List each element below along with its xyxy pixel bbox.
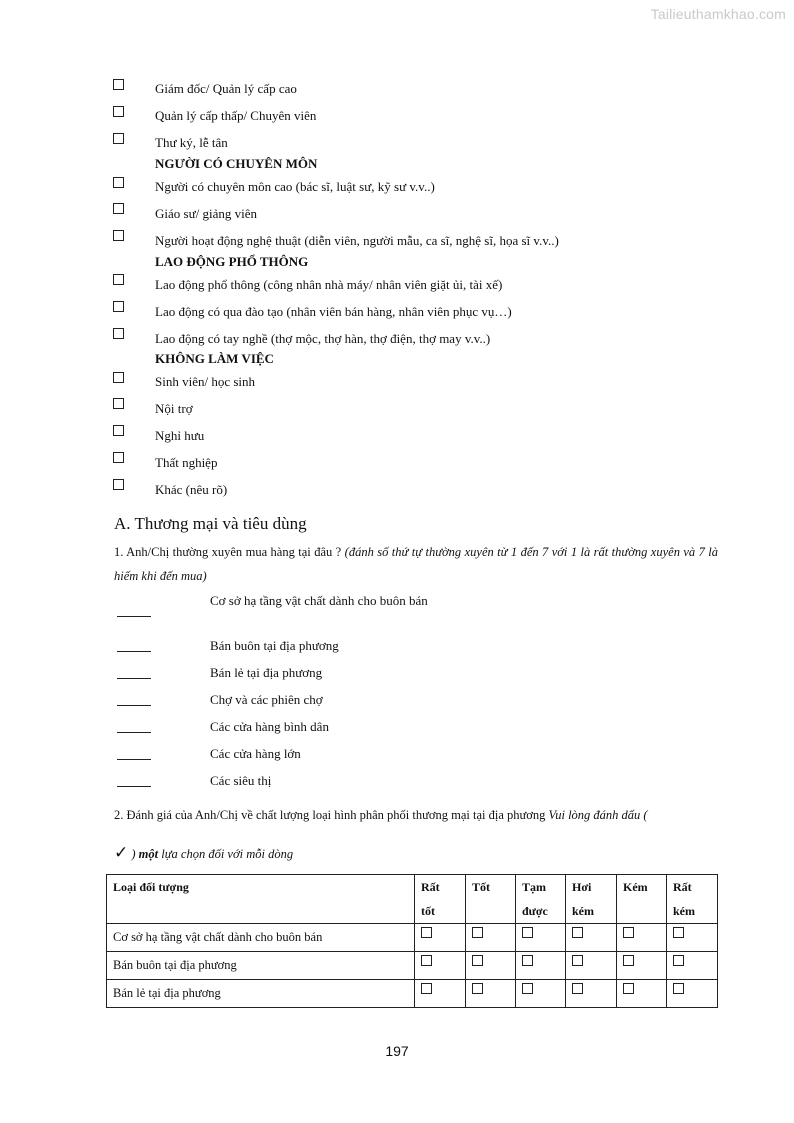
group-heading: LAO ĐỘNG PHỔ THÔNG — [155, 254, 309, 269]
column-header: Kém — [617, 875, 667, 924]
option-label: Giáo sư/ giảng viên — [155, 206, 258, 221]
option-checkbox[interactable] — [113, 301, 124, 312]
rating-checkbox[interactable] — [623, 927, 634, 938]
option-label: Giám đốc/ Quản lý cấp cao — [155, 81, 297, 96]
rank-blank[interactable] — [117, 616, 151, 617]
instruction-bold: một — [138, 847, 159, 861]
column-header: Hơi kém — [566, 875, 617, 924]
rating-checkbox[interactable] — [673, 983, 684, 994]
column-header: Rất tốt — [415, 875, 466, 924]
table-row — [107, 980, 718, 1008]
rating-checkbox[interactable] — [421, 927, 432, 938]
column-header: Rất kém — [667, 875, 718, 924]
rank-blank[interactable] — [117, 678, 151, 679]
option-label: Nghỉ hưu — [155, 428, 205, 443]
column-header: Tạm được — [516, 875, 566, 924]
rating-checkbox[interactable] — [472, 955, 483, 966]
check-mark-icon: ✓ — [114, 843, 129, 863]
question-1 — [114, 540, 718, 588]
table-row — [107, 952, 718, 980]
rating-checkbox[interactable] — [472, 983, 483, 994]
rating-checkbox[interactable] — [572, 983, 583, 994]
rating-checkbox[interactable] — [522, 927, 533, 938]
option-checkbox[interactable] — [113, 79, 124, 90]
rating-checkbox[interactable] — [673, 927, 684, 938]
rating-checkbox[interactable] — [623, 955, 634, 966]
option-label: Người hoạt động nghệ thuật (diễn viên, người mẫu, ca sĩ, nghệ sĩ, họa sĩ v.v..) — [155, 233, 559, 248]
question-2 — [114, 802, 718, 828]
option-checkbox[interactable] — [113, 203, 124, 214]
rating-checkbox[interactable] — [522, 983, 533, 994]
option-checkbox[interactable] — [113, 177, 124, 188]
column-header: Tốt — [466, 875, 516, 924]
rank-item: Cơ sở hạ tầng vật chất dành cho buôn bán — [210, 593, 428, 608]
instruction-mid: ) — [131, 847, 136, 861]
rank-item: Các siêu thị — [210, 773, 272, 788]
question-1-text: 1. Anh/Chị thường xuyên mua hàng tại đâu ? — [114, 545, 342, 559]
row-label: Bán buôn tại địa phương — [107, 952, 415, 980]
option-checkbox[interactable] — [113, 372, 124, 383]
rank-blank[interactable] — [117, 651, 151, 652]
option-label: Nội trợ — [155, 401, 193, 416]
rank-item: Bán buôn tại địa phương — [210, 638, 339, 653]
option-checkbox[interactable] — [113, 274, 124, 285]
rank-item: Các cửa hàng bình dân — [210, 719, 329, 734]
question-2-instruction — [114, 840, 718, 867]
question-2-instruction-pre: Vui lòng đánh dấu ( — [548, 808, 648, 822]
watermark: Tailieuthamkhao.com — [650, 6, 786, 22]
rating-checkbox[interactable] — [472, 927, 483, 938]
group-heading: NGƯỜI CÓ CHUYÊN MÔN — [155, 156, 318, 171]
option-label: Sinh viên/ học sinh — [155, 374, 256, 389]
rating-checkbox[interactable] — [522, 955, 533, 966]
option-checkbox[interactable] — [113, 425, 124, 436]
option-label: Thư ký, lễ tân — [155, 135, 228, 150]
rating-checkbox[interactable] — [623, 983, 634, 994]
rank-blank[interactable] — [117, 732, 151, 733]
table-header-row — [107, 875, 718, 924]
rating-checkbox[interactable] — [421, 955, 432, 966]
option-checkbox[interactable] — [113, 328, 124, 339]
section-title: A. Thương mại và tiêu dùng — [114, 514, 307, 533]
column-header: Loại đối tượng — [107, 875, 415, 924]
option-checkbox[interactable] — [113, 479, 124, 490]
rank-blank[interactable] — [117, 786, 151, 787]
rank-item: Các cửa hàng lớn — [210, 746, 301, 761]
rating-checkbox[interactable] — [572, 955, 583, 966]
option-checkbox[interactable] — [113, 106, 124, 117]
option-label: Khác (nêu rõ) — [155, 482, 228, 497]
rating-table — [106, 874, 718, 1008]
option-checkbox[interactable] — [113, 398, 124, 409]
row-label: Cơ sở hạ tầng vật chất dành cho buôn bán — [107, 924, 415, 952]
rating-checkbox[interactable] — [673, 955, 684, 966]
rank-blank[interactable] — [117, 705, 151, 706]
option-label: Lao động có qua đào tạo (nhân viên bán hàng, nhân viên phục vụ…) — [155, 304, 512, 319]
rating-checkbox[interactable] — [572, 927, 583, 938]
option-label: Quản lý cấp thấp/ Chuyên viên — [155, 108, 317, 123]
rating-checkbox[interactable] — [421, 983, 432, 994]
option-checkbox[interactable] — [113, 133, 124, 144]
page-number: 197 — [385, 1043, 409, 1059]
question-2-text: 2. Đánh giá của Anh/Chị về chất lượng loại hình phân phối thương mại tại địa phương — [114, 808, 546, 822]
instruction-post: lựa chọn đối với mỗi dòng — [161, 847, 294, 861]
row-label: Bán lẻ tại địa phương — [107, 980, 415, 1008]
question-1-instruction: (đánh số thứ tự thường xuyên từ 1 đến 7 với 1 là rất thường xuyên và 7 là hiếm khi đến mua) — [114, 545, 719, 583]
table-row — [107, 924, 718, 952]
option-label: Thất nghiệp — [155, 455, 218, 470]
option-label: Người có chuyên môn cao (bác sĩ, luật sư, kỹ sư v.v..) — [155, 179, 435, 194]
rank-item: Bán lẻ tại địa phương — [210, 665, 323, 680]
option-label: Lao động có tay nghề (thợ mộc, thợ hàn, thợ điện, thợ may v.v..) — [155, 331, 491, 346]
option-checkbox[interactable] — [113, 452, 124, 463]
option-label: Lao động phổ thông (công nhân nhà máy/ nhân viên giặt ủi, tài xế) — [155, 277, 503, 292]
rank-blank[interactable] — [117, 759, 151, 760]
option-checkbox[interactable] — [113, 230, 124, 241]
group-heading: KHÔNG LÀM VIỆC — [155, 351, 274, 366]
rank-item: Chợ và các phiên chợ — [210, 692, 323, 707]
